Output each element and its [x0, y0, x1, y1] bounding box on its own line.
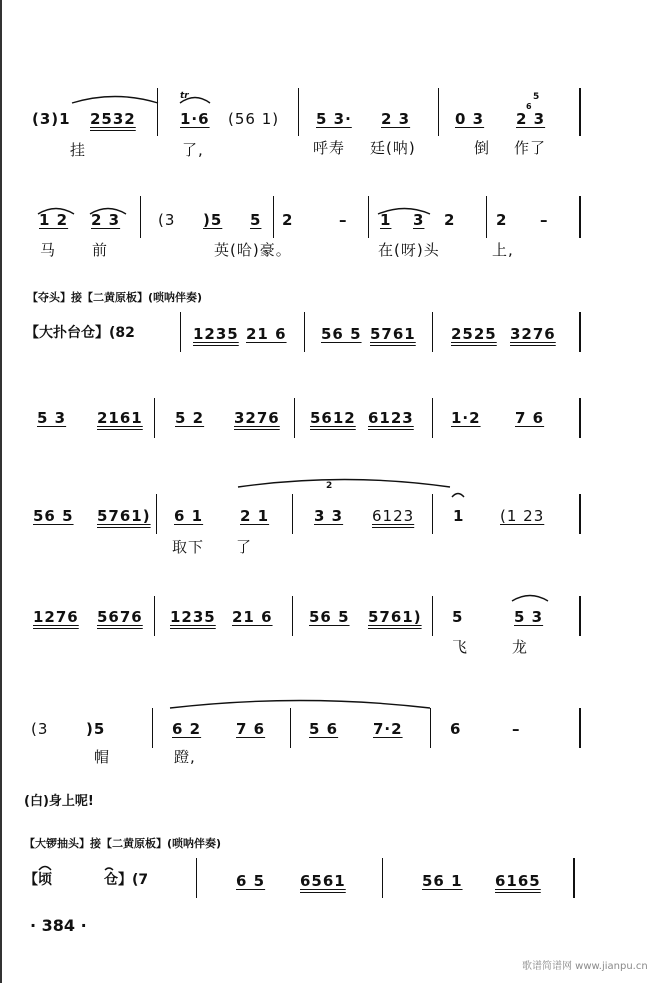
note: (1 23 — [500, 507, 545, 525]
barline — [573, 858, 575, 898]
note: 1 — [453, 507, 465, 525]
note: 1 2 — [39, 211, 69, 229]
note: 5 — [250, 211, 262, 229]
barline — [292, 494, 293, 534]
percussion-label: 【顷 — [24, 872, 52, 888]
lyric: 帽 — [94, 748, 111, 766]
barline — [486, 196, 487, 238]
barline — [273, 196, 274, 238]
lyric: 飞 — [452, 638, 469, 656]
note: – — [339, 211, 348, 229]
barline — [152, 708, 153, 748]
note: 1235 — [193, 325, 239, 343]
note: 6 5 — [236, 872, 266, 890]
barline — [579, 398, 581, 438]
note: 1·6 — [180, 110, 210, 128]
note: 7·2 — [373, 720, 403, 738]
barline — [579, 196, 581, 238]
note: 5676 — [97, 608, 143, 626]
note: )5 — [203, 211, 223, 229]
barline — [579, 88, 581, 136]
barline — [579, 494, 581, 534]
barline — [294, 398, 295, 438]
lyric: 龙 — [512, 638, 529, 656]
lyric: 廷(呐) — [370, 139, 416, 157]
lyric: 倒 — [474, 139, 491, 157]
barline — [579, 596, 581, 636]
barline — [156, 494, 157, 534]
note: 6 2 — [172, 720, 202, 738]
note: 1 — [380, 211, 392, 229]
lyric: 上, — [492, 241, 514, 259]
note: 56 5 — [33, 507, 74, 525]
note: – — [512, 720, 521, 738]
note: 5 3· — [316, 110, 352, 128]
grace-note: 2 — [326, 481, 333, 491]
note: (3)1 — [32, 110, 71, 128]
barline — [438, 88, 439, 136]
grace-note: 5 — [533, 92, 540, 102]
note: 2 3 — [381, 110, 411, 128]
note: 2161 — [97, 409, 143, 427]
note: 2 — [282, 211, 294, 229]
ornament-mark: tr — [180, 91, 189, 101]
lyric: 英(哈)豪。 — [214, 241, 292, 259]
note: 56 5 — [309, 608, 350, 626]
note: 2 1 — [240, 507, 270, 525]
barline — [292, 596, 293, 636]
lyric: 蹬, — [174, 748, 196, 766]
grace-note: 6 — [526, 102, 532, 111]
note: – — [540, 211, 549, 229]
note: 5761) — [368, 608, 422, 626]
note: (3 — [158, 211, 176, 229]
note: 6561 — [300, 872, 346, 890]
note: 5612 — [310, 409, 356, 427]
barline — [430, 708, 431, 748]
percussion-label: 【大扑台仓】(82 — [25, 325, 135, 341]
barline — [196, 858, 197, 898]
note: 5761) — [97, 507, 151, 525]
note: 6123 — [368, 409, 414, 427]
note: 5 2 — [175, 409, 205, 427]
note: 2 — [444, 211, 456, 229]
note: 1235 — [170, 608, 216, 626]
percussion-label: 仓】(7 — [104, 872, 149, 888]
note: 2525 — [451, 325, 497, 343]
note: 6123 — [372, 507, 415, 525]
lyric: 挂 — [70, 141, 87, 159]
section-heading: 【夺头】接【二黄原板】(唢呐伴奏) — [27, 291, 203, 304]
note: (56 1) — [228, 110, 280, 128]
note: 2 3 — [91, 211, 121, 229]
barline — [304, 312, 305, 352]
note: 2 3 — [516, 110, 546, 128]
note: 21 6 — [246, 325, 287, 343]
note: 5 3 — [514, 608, 544, 626]
spoken-line: (白)身上呢! — [24, 794, 94, 809]
lyric: 前 — [92, 241, 109, 259]
note: 2532 — [90, 110, 136, 128]
barline — [432, 596, 433, 636]
barline — [368, 196, 369, 238]
note: 5 6 — [309, 720, 339, 738]
lyric: 呼寿 — [313, 139, 346, 157]
note: 3 3 — [314, 507, 344, 525]
note: 1276 — [33, 608, 79, 626]
note: 56 5 — [321, 325, 362, 343]
note: 7 6 — [515, 409, 545, 427]
barline — [180, 312, 181, 352]
note: 6 1 — [174, 507, 204, 525]
lyric: 了, — [182, 141, 204, 159]
barline — [298, 88, 299, 136]
note: 6165 — [495, 872, 541, 890]
note: 0 3 — [455, 110, 485, 128]
note: 7 6 — [236, 720, 266, 738]
barline — [382, 858, 383, 898]
note: 5 3 — [37, 409, 67, 427]
note: (3 — [31, 720, 49, 738]
note: )5 — [86, 720, 106, 738]
note: 56 1 — [422, 872, 463, 890]
barline — [579, 312, 581, 352]
barline — [290, 708, 291, 748]
watermark: 歌谱简谱网 www.jianpu.cn — [522, 961, 648, 972]
note: 3276 — [234, 409, 280, 427]
note: 1·2 — [451, 409, 481, 427]
note: 3276 — [510, 325, 556, 343]
section-heading: 【大锣抽头】接【二黄原板】(唢呐伴奏) — [24, 837, 222, 850]
note: 21 6 — [232, 608, 273, 626]
note: 6 — [450, 720, 462, 738]
note: 3 — [413, 211, 425, 229]
barline — [432, 312, 433, 352]
page-number: · 384 · — [30, 916, 87, 935]
lyric: 了 — [236, 538, 253, 556]
lyric: 马 — [40, 241, 57, 259]
barline — [154, 596, 155, 636]
barline — [579, 708, 581, 748]
note: 5761 — [370, 325, 416, 343]
barline — [140, 196, 141, 238]
barline — [154, 398, 155, 438]
barline — [432, 494, 433, 534]
barline — [157, 88, 158, 136]
barline — [432, 398, 433, 438]
note: 2 — [496, 211, 508, 229]
page-left-edge — [0, 0, 2, 983]
lyric: 取下 — [172, 538, 205, 556]
note: 5 — [452, 608, 464, 626]
lyric: 作了 — [514, 139, 547, 157]
lyric: 在(呀)头 — [378, 241, 440, 259]
